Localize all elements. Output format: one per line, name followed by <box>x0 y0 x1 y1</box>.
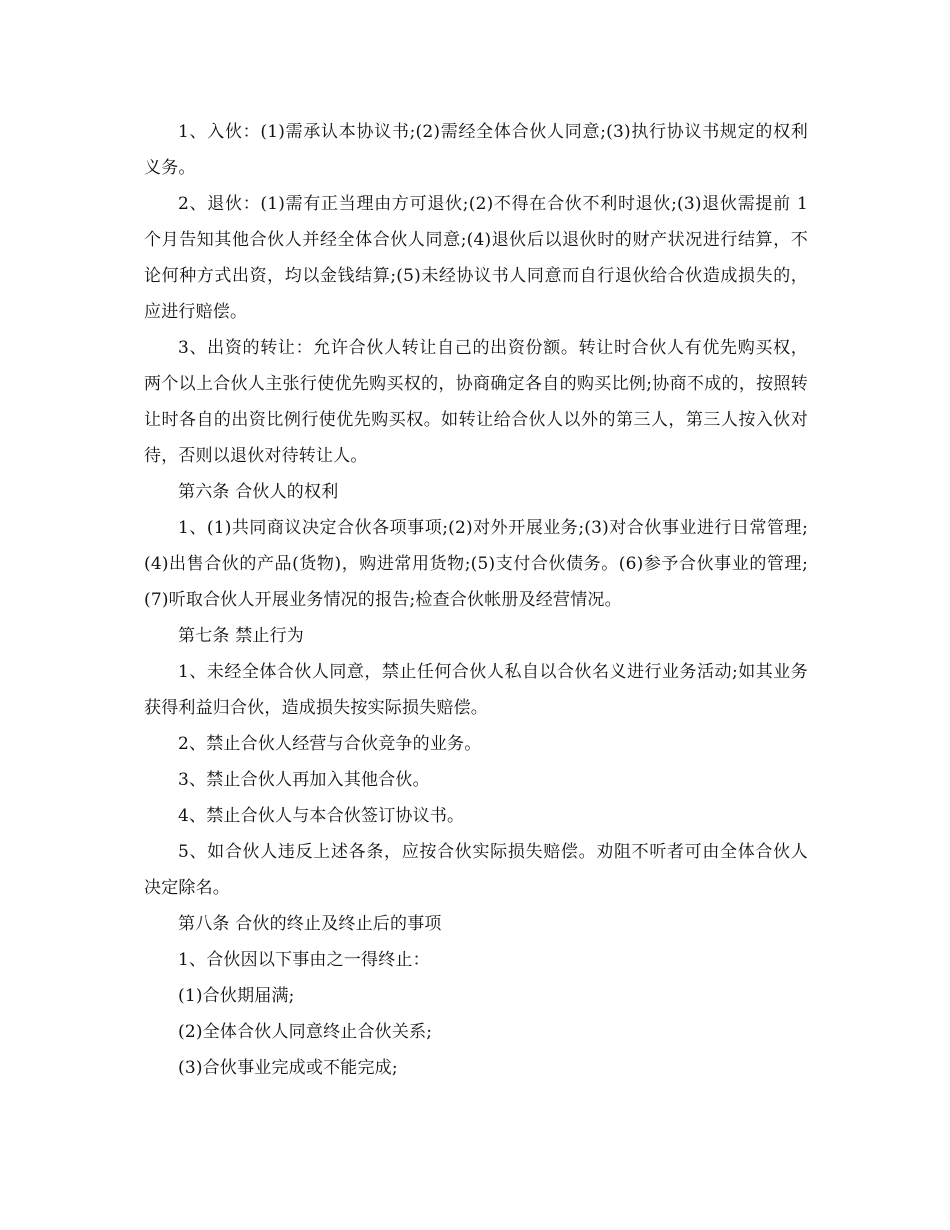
article-6-heading: 第六条 合伙人的权利 <box>178 482 339 502</box>
article-8-item-1: 1、合伙因以下事由之一得终止： <box>178 950 430 970</box>
clause-transfer: 3、出资的转让：允许合伙人转让自己的出资份额。转让时合伙人有优先购买权，两个以上合伙人主张行使优先购买权的，协商确定各自的购买比例;协商不成的，按照转让时各自的出资比例行使优先购买权。如转让给合伙人以外的第三人，第三人按入伙对待，否则以退伙对待转让人。 <box>144 338 808 466</box>
article-7-item-3: 3、禁止合伙人再加入其他合伙。 <box>178 770 430 790</box>
article-7-item-2: 2、禁止合伙人经营与合伙竞争的业务。 <box>178 734 482 754</box>
clause-joining: 1、入伙：(1)需承认本协议书;(2)需经全体合伙人同意;(3)执行协议书规定的权利义务。 <box>144 122 808 178</box>
article-8-subitem-2: (2)全体合伙人同意终止合伙关系; <box>178 1022 433 1042</box>
article-8-subitem-3: (3)合伙事业完成或不能完成; <box>178 1058 398 1078</box>
document-body <box>144 114 808 1086</box>
article-7-item-5: 5、如合伙人违反上述各条，应按合伙实际损失赔偿。劝阻不听者可由全体合伙人决定除名。 <box>144 842 808 898</box>
article-7-heading: 第七条 禁止行为 <box>178 626 305 646</box>
article-7-item-1: 1、未经全体合伙人同意，禁止任何合伙人私自以合伙名义进行业务活动;如其业务获得利益归合伙，造成损失按实际损失赔偿。 <box>144 662 808 718</box>
article-6-rights: 1、(1)共同商议决定合伙各项事项;(2)对外开展业务;(3)对合伙事业进行日常管理;(4)出售合伙的产品(货物)，购进常用货物;(5)支付合伙债务。(6)参予合伙事业的管理;(7)听取合伙人开展业务情况的报告;检查合伙帐册及经营情况。 <box>144 518 808 610</box>
article-8-subitem-1: (1)合伙期届满; <box>178 986 295 1006</box>
clause-withdrawal: 2、退伙：(1)需有正当理由方可退伙;(2)不得在合伙不利时退伙;(3)退伙需提前 1 个月告知其他合伙人并经全体合伙人同意;(4)退伙后以退伙时的财产状况进行结算，不论何种方式出资，均以金钱结算;(5)未经协议书人同意而自行退伙给合伙造成损失的，应进行赔偿。 <box>144 194 808 322</box>
article-8-heading: 第八条 合伙的终止及终止后的事项 <box>178 914 442 934</box>
article-7-item-4: 4、禁止合伙人与本合伙签订协议书。 <box>178 806 465 826</box>
